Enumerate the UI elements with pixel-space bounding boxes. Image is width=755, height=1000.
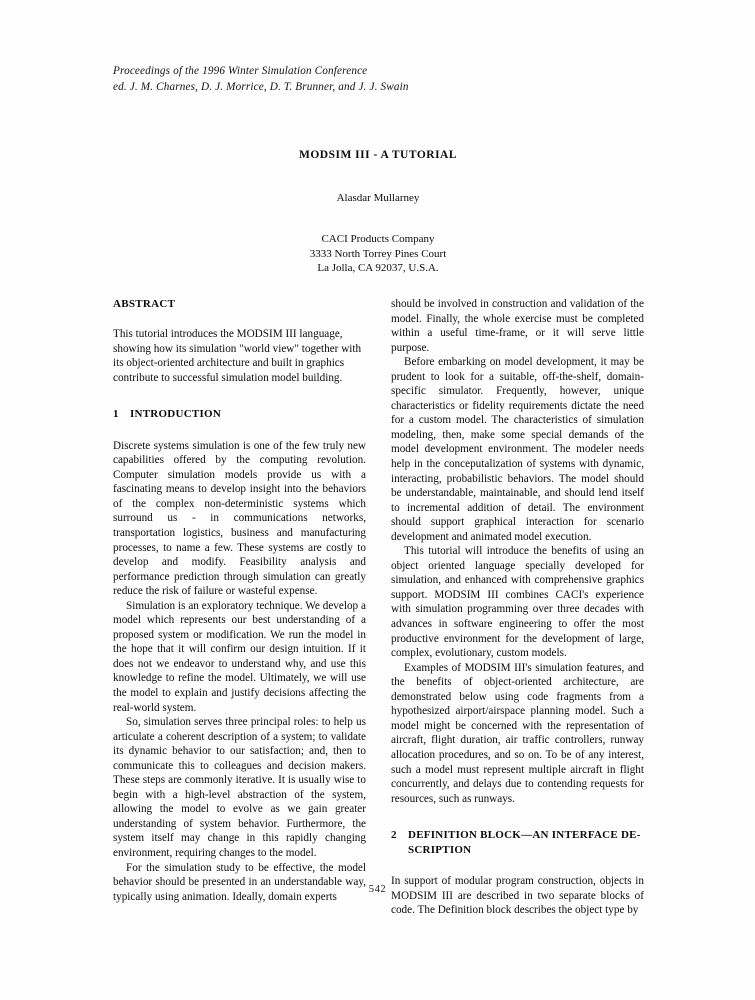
affiliation-organization: CACI Products Company [321,233,435,245]
spacer [391,857,644,874]
affiliation-street: 3333 North Torrey Pines Court [309,247,447,260]
right-paragraph-3: This tutorial will introduce the benefits of using an object oriented language specially developed for simulation, and enhanced with comprehensive graphics support. MODSIM III combines CACI's experience with simulation programming over three decades with advances in software engineering to offer the most productive environment for the development of large, complex, evolutionary, custom models. [391,545,644,660]
right-paragraph-4: Examples of MODSIM III's simulation features, and the benefits of object-oriented architecture, are demonstrated below using code fragments from a hypothesized airport/airspace planning model. Such a model might be concerned with the representation of aircraft, flight duration, air traffic controllers, runway allocation procedures, and so on. To be of any interest, such a model must represent multiple aircraft in flight concurrently, and delays due to contending requests for resources, such as runways. [391,661,644,805]
section-1-number: 1 [113,408,119,421]
spacer [391,806,644,828]
title-block [113,148,643,276]
author-affiliation [113,232,643,276]
section-2-number: 2 [391,829,397,842]
section-1-title: INTRODUCTION [130,408,222,421]
proceedings-running-head [113,64,633,95]
left-column [113,297,366,904]
page-number: 542 [368,884,387,895]
right-column [391,297,644,918]
abstract-text: This tutorial introduces the MODSIM III language, showing how its simulation "world view" together with its object-oriented architecture and built in graphics contribute to successful simulation model building. [113,328,362,384]
section-2-title-line-1: DEFINITION BLOCK—AN INTERFACE DE- [408,829,641,842]
section-1-heading [113,407,366,422]
section-2-heading [391,828,644,857]
right-paragraph-1: should be involved in construction and validation of the model. Finally, the whole exercise must be completed within a useful time-frame, or it will serve little purpose. [391,298,644,354]
page-title: MODSIM III - A TUTORIAL [298,149,458,161]
affiliation-city: La Jolla, CA 92037, U.S.A. [317,262,439,274]
left-paragraph-1: Discrete systems simulation is one of the few truly new capabilities offered by the computing revolution. Computer simulation models provide us with a fascinating means to develop insight into the behaviors of the complex non-deterministic systems which surround us - in communications networks, transportation logistics, business and manufacturing processes, to name a few. These systems are costly to develop and modify. Feasibility analysis and performance prediction through simulation can greatly reduce the risk of failure or wasteful expense. [113,439,366,598]
left-paragraph-4: For the simulation study to be effective, the model behavior should be presented in an understandable way, typically using animation. Ideally, domain experts [113,861,366,903]
proceedings-line-1: Proceedings of the 1996 Winter Simulation Conference [113,65,368,77]
spacer [113,422,366,439]
left-paragraph-3: So, simulation serves three principal roles: to help us articulate a coherent description of a system; to validate its dynamic behavior to our satisfaction; and, then to communicate this to colleagues and decision makers. These steps are commonly iterative. It is usually wise to begin with a high-level abstraction of the system, allowing the model to evolve as we gain greater understanding of system behavior. Furthermore, the system itself may change in this rapidly changing environment, requiring changes to the model. [113,716,366,859]
abstract-heading: ABSTRACT [113,298,176,310]
left-paragraph-2: Simulation is an exploratory technique. We develop a model which represents our best understanding of a proposed system or modification. We run the model in the hope that it will confirm our design intuition. If it does not we endeavor to understand why, and use this knowledge to refine the model. Ultimately, we will use the model to explain and justify decisions affecting the real-world system. [113,599,366,714]
spacer [113,385,366,407]
section-2-title-line-2: SCRIPTION [408,843,472,856]
proceedings-line-2: ed. J. M. Charnes, D. J. Morrice, D. T. Brunner, and J. J. Swain [113,80,409,93]
right-paragraph-5: In support of modular program construction, objects in MODSIM III are described in two separate blocks of code. The Definition block describes the object type by [391,875,644,917]
right-paragraph-2: Before embarking on model development, it may be prudent to look for a suitable, off-the-shelf, domain-specific simulator. Frequently, however, unique characteristics or fidelity requirements dictate the need for a custom model. The characteristics of simulation modeling, then, make some special demands of the model development environment. The modeler needs help in the conceputalization of systems with dynamic, interacting, probabilistic behaviors. The model should be understandable, maintainable, and should lend itself to incremental addition of detail. The environment should support graphical interaction for scenario development and animated model execution. [391,356,644,543]
author-name: Alasdar Mullarney [336,192,420,204]
